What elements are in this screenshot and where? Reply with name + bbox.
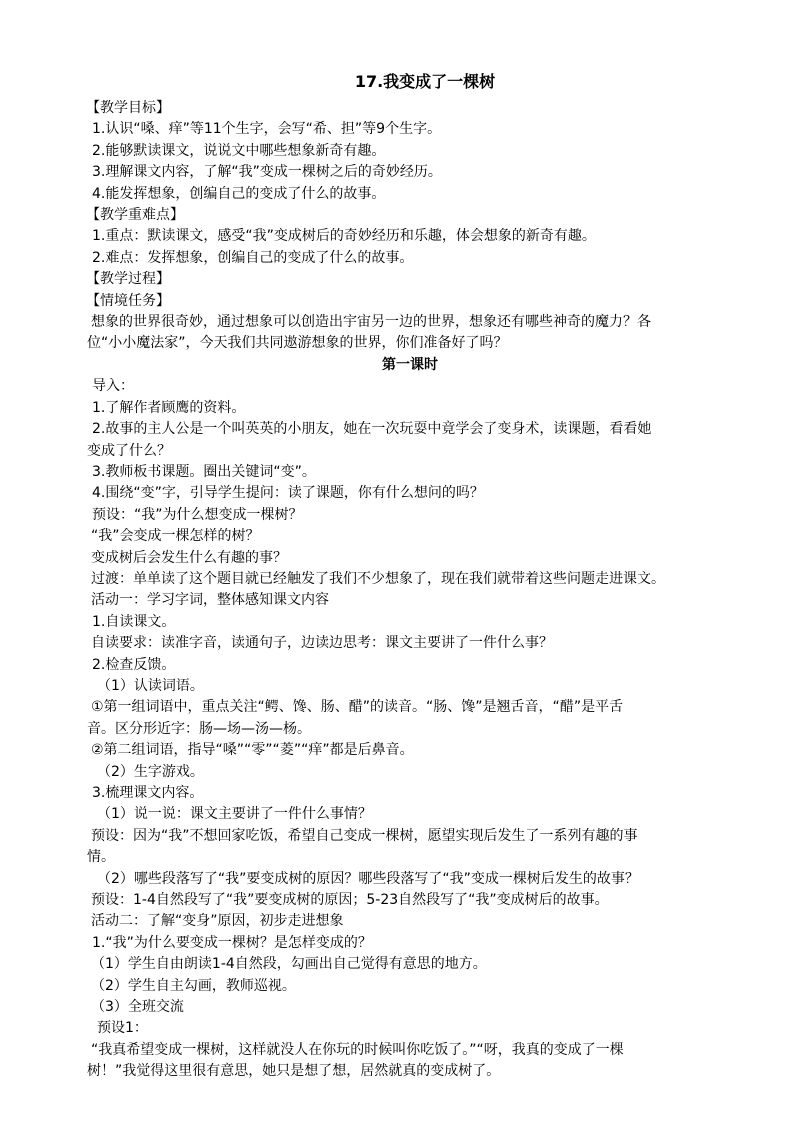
paragraph-line: （1）认读词语。 [97,677,204,694]
paragraph-line: 想象的世界很奇妙，通过想象可以创造出宇宙另一边的世界，想象还有哪些神奇的魔力？各 [91,314,651,331]
paragraph-line: 1.了解作者顾鹰的资料。 [92,399,246,416]
paragraph-line: “我”会变成一棵怎样的树？ [91,528,260,545]
section-heading-objectives: 【教学目标】 [86,100,170,116]
paragraph-line: 变成了什么？ [87,442,171,459]
lesson-subtitle: 第一课时 [382,356,438,373]
section-heading-key-points: 【教学重难点】 [86,207,184,224]
paragraph-line: 活动二：了解“变身”原因，初步走进想象 [91,913,344,930]
objective-item: 4.能发挥想象，创编自己的变成了什么的故事。 [92,185,386,202]
objective-item: 2.能够默读课文，说说文中哪些想象新奇有趣。 [92,142,386,159]
objective-item: 1.认识“嗓、痒”等11个生字，会写“希、担”等9个生字。 [92,121,442,138]
paragraph-line: （3）全班交流 [91,999,184,1016]
paragraph-line: “我真希望变成一棵树，这样就没人在你玩的时候叫你吃饭了。”“呀，我真的变成了一棵 [91,1041,624,1058]
paragraph-line: 4.围绕“变”字，引导学生提问：读了课题，你有什么想问的吗？ [92,485,484,502]
paragraph-line: 3.梳理课文内容。 [92,785,204,801]
paragraph-line: （1）说一说：课文主要讲了一件什么事情？ [97,806,372,823]
paragraph-line: 2.检查反馈。 [92,656,176,673]
paragraph-line: 过渡：单单读了这个题目就已经触发了我们不少想象了，现在我们就带着这些问题走进课文。 [91,570,665,587]
paragraph-line: 1.“我”为什么要变成一棵树？是怎样变成的？ [92,934,372,951]
paragraph-line: （2）哪些段落写了“我”要变成树的原因？哪些段落写了“我”变成一棵树后发生的故事？ [97,870,639,887]
paragraph-line: 3.教师板书课题。圈出关键词“变”。 [92,463,316,480]
paragraph-line: ①第一组词语中，重点关注“鳄、馋、肠、醋”的读音。“肠、馋”是翘舌音，“醋”是平舌 [91,699,624,716]
paragraph-line: 预设1： [97,1020,148,1037]
paragraph-line: 自读要求：读准字音，读通句子，边读边思考：课文主要讲了一件什么事？ [91,635,553,652]
section-heading-scenario: 【情境任务】 [86,292,170,309]
paragraph-line: 预设：因为“我”不想回家吃饭，希望自己变成一棵树，愿望实现后发生了一系列有趣的事 [91,827,638,844]
paragraph-line: ②第二组词语，指导“嗓”“零”“菱”“痒”都是后鼻音。 [91,742,414,759]
paragraph-line: （2）学生自主勾画，教师巡视。 [91,977,296,994]
key-point-item: 2.难点：发挥想象，创编自己的变成了什么的故事。 [92,249,414,266]
paragraph-line: 1.自读课文。 [92,613,176,630]
paragraph-line: 预设：“我”为什么想变成一棵树？ [92,506,303,523]
paragraph-line: 预设：1-4自然段写了“我”要变成树的原因；5-23自然段写了“我”变成树后的故事。 [91,892,609,909]
paragraph-line: （1）学生自由朗读1-4自然段，勾画出自己觉得有意思的地方。 [91,956,487,973]
paragraph-line: 树！”我觉得这里很有意思，她只是想了想，居然就真的变成树了。 [87,1063,501,1080]
paragraph-line: 活动一：学习字词，整体感知课文内容 [91,592,329,609]
objective-item: 3.理解课文内容，了解“我”变成一棵树之后的奇妙经历。 [92,164,442,181]
document-title: 17.我变成了一棵树 [354,72,496,91]
section-heading-process: 【教学过程】 [86,271,170,288]
document-page [86,70,731,1083]
paragraph-line: 位“小小魔法家”，今天我们共同遨游想象的世界，你们准备好了吗？ [87,335,508,352]
paragraph-line: 音。区分形近字：肠—场—汤—杨。 [87,720,311,737]
paragraph-line: 2.故事的主人公是一个叫英英的小朋友，她在一次玩耍中竟学会了变身术，读课题，看看她 [92,421,652,438]
paragraph-line: 导入： [92,378,134,395]
paragraph-line: 情。 [87,849,115,866]
key-point-item: 1.重点：默读课文，感受“我”变成树后的奇妙经历和乐趣，体会想象的新奇有趣。 [92,228,596,245]
paragraph-line: （2）生字游戏。 [97,763,204,780]
paragraph-line: 变成树后会发生什么有趣的事？ [91,549,287,566]
